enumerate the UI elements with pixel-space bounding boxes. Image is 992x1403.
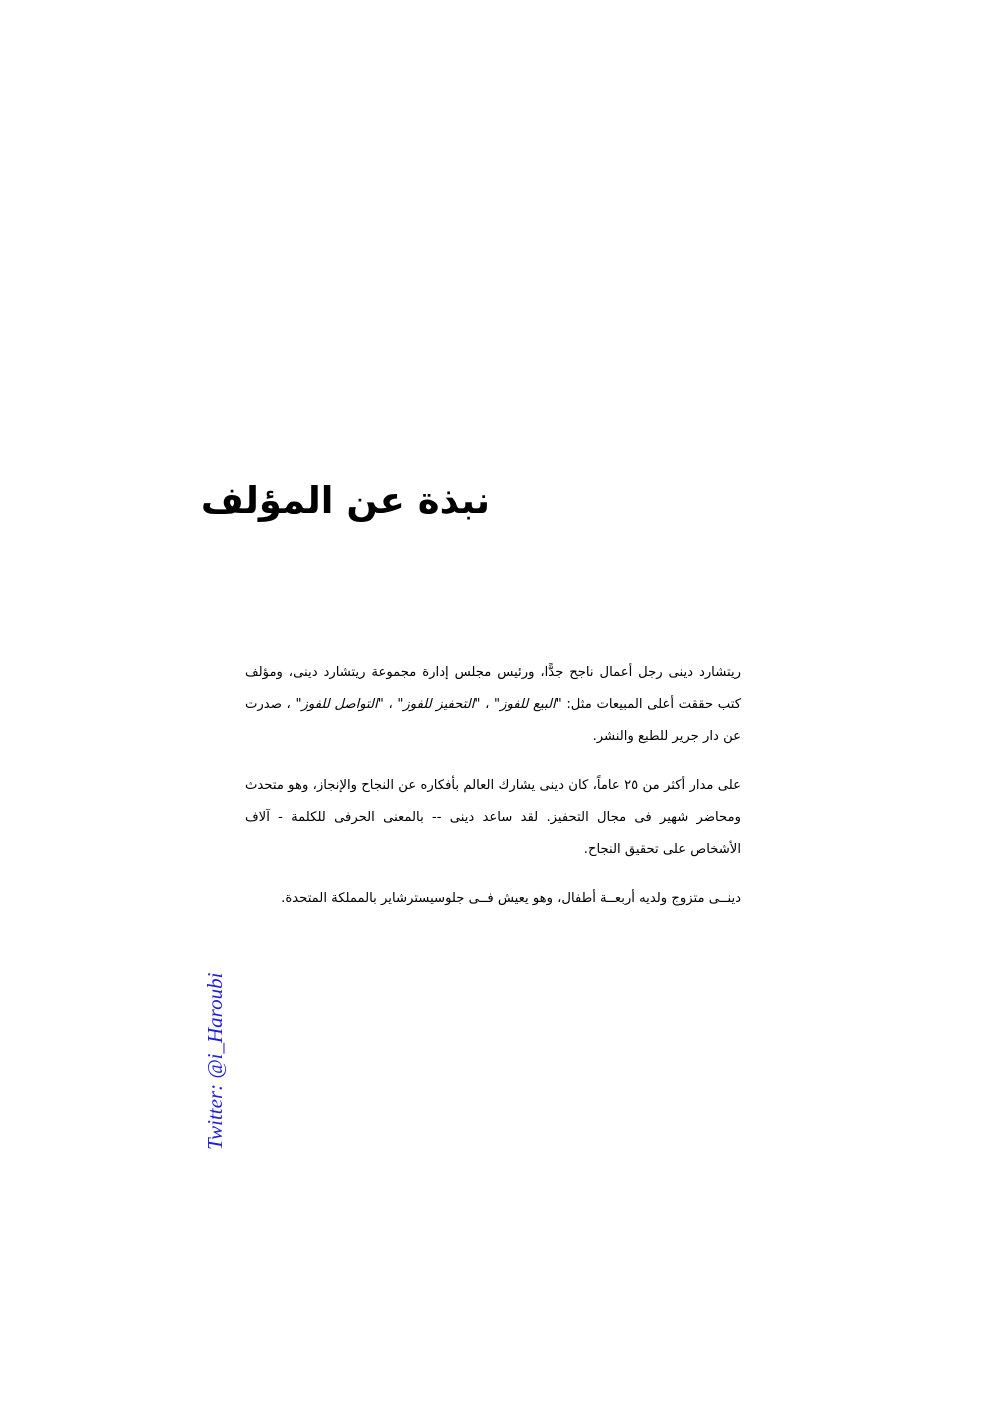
author-bio xyxy=(245,657,741,932)
bio-intro-text: ريتشارد دينى رجل أعمال ناجح جدًّا، ورئيس مجلس إدارة مجموعة ريتشارد دينى، ومؤلف كتب حققت أعلى المبيعات مثل: xyxy=(245,665,741,712)
bio-paragraph-2: على مدار أكثر من ٢٥ عاماً، كان دينى يشارك العالم بأفكاره عن النجاح والإنجاز، وهو متحدث ومحاضر شهير فى مجال التحفيز. لقد ساعد دينى -- بالمعنى الحرفى للكلمة - آلاف الأشخاص على تحقيق النجاح. xyxy=(245,778,741,857)
book-title-motivating: "التحفيز للفوز" xyxy=(397,697,481,712)
twitter-watermark xyxy=(200,960,230,1150)
watermark-text: Twitter: @i_Haroubi xyxy=(203,972,227,1150)
separator: ، xyxy=(383,697,398,712)
book-title-communicating: "التواصل للفوز" xyxy=(295,697,384,712)
bio-paragraph-3: دينــى متزوج ولديه أربعــة أطفال، وهو يعيش فــى جلوسيسترشاير بالمملكة المتحدة. xyxy=(281,891,741,906)
bio-outro-text: ، صدرت عن دار جرير للطبع والنشر. xyxy=(245,697,741,744)
page-title: نبذة عن المؤلف xyxy=(200,479,490,522)
separator: ، xyxy=(480,697,495,712)
book-title-selling: "البيع للفوز" xyxy=(494,697,562,712)
bio-paragraph-1 xyxy=(245,657,741,753)
